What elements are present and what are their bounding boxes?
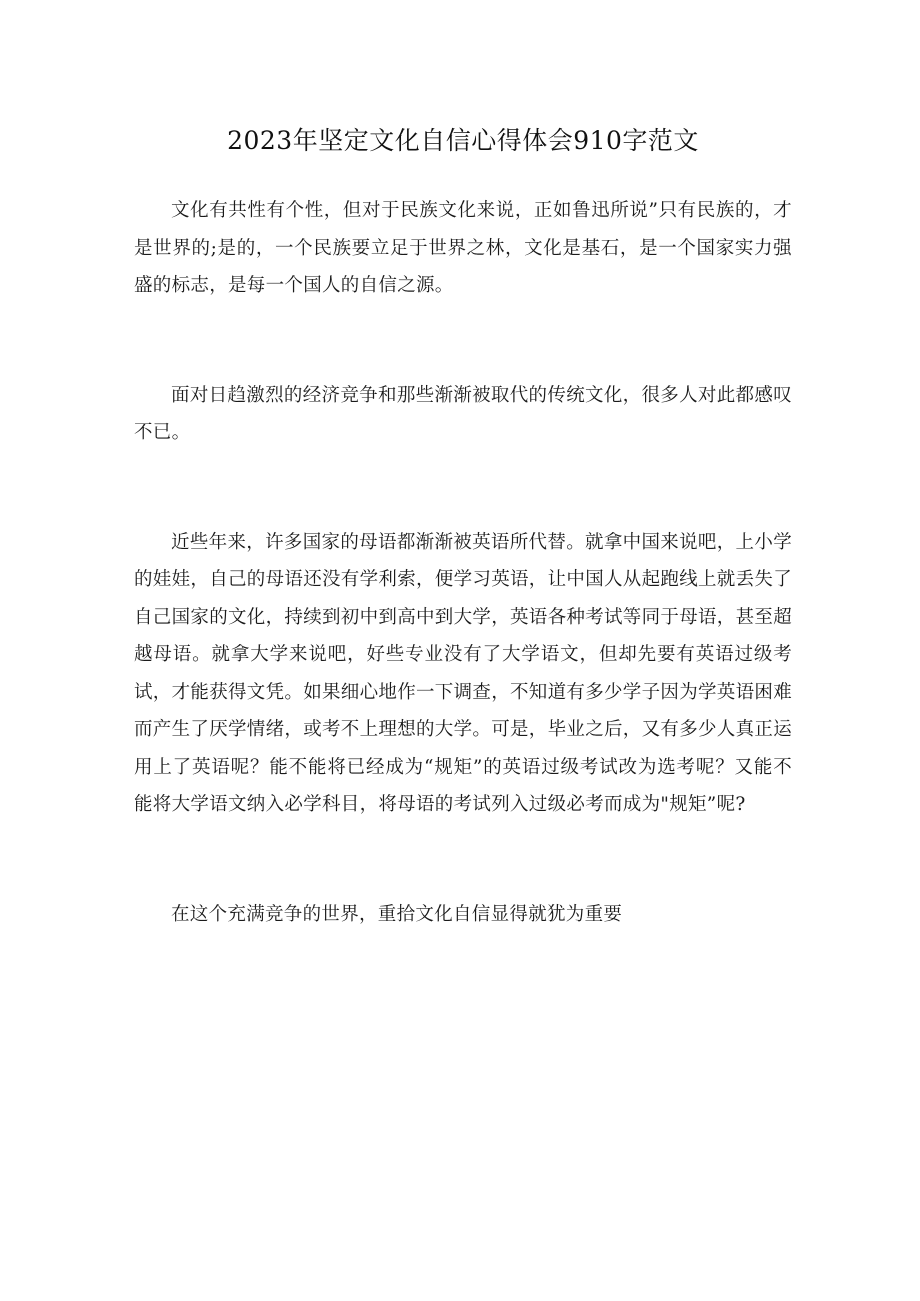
document-title: 2023年坚定文化自信心得体会910字范文 (227, 126, 699, 155)
document-body (134, 192, 792, 933)
paragraph-4: 在这个充满竞争的世界，重拾文化自信显得就犹为重要 (171, 903, 623, 925)
paragraph-2: 面对日趋激烈的经济竞争和那些渐渐被取代的传统文化，很多人对此都感叹不已。 (134, 384, 792, 443)
paragraph-3: 近些年来，许多国家的母语都渐渐被英语所代替。就拿中国来说吧，上小学的娃娃，自己的母语还没有学利索，便学习英语，让中国人从起跑线上就丢失了自己国家的文化，持续到初中到高中到大学，英语各种考试等同于母语，甚至超越母语。就拿大学来说吧，好些专业没有了大学语文，但却先要有英语过级考试，才能获得文凭。如果细心地作一下调查，不知道有多少学子因为学英语困难而产生了厌学情绪，或考不上理想的大学。可是，毕业之后，又有多少人真正运用上了英语呢？能不能将已经成为“规矩”的英语过级考试改为选考呢？又能不能将大学语文纳入必学科目，将母语的考试列入过级必考而成为"规矩”呢? (134, 531, 793, 815)
paragraph-1: 文化有共性有个性，但对于民族文化来说，正如鲁迅所说”只有民族的，才是世界的;是的，一个民族要立足于世界之林，文化是基石，是一个国家实力强盛的标志，是每一个国人的自信之源。 (134, 200, 792, 296)
